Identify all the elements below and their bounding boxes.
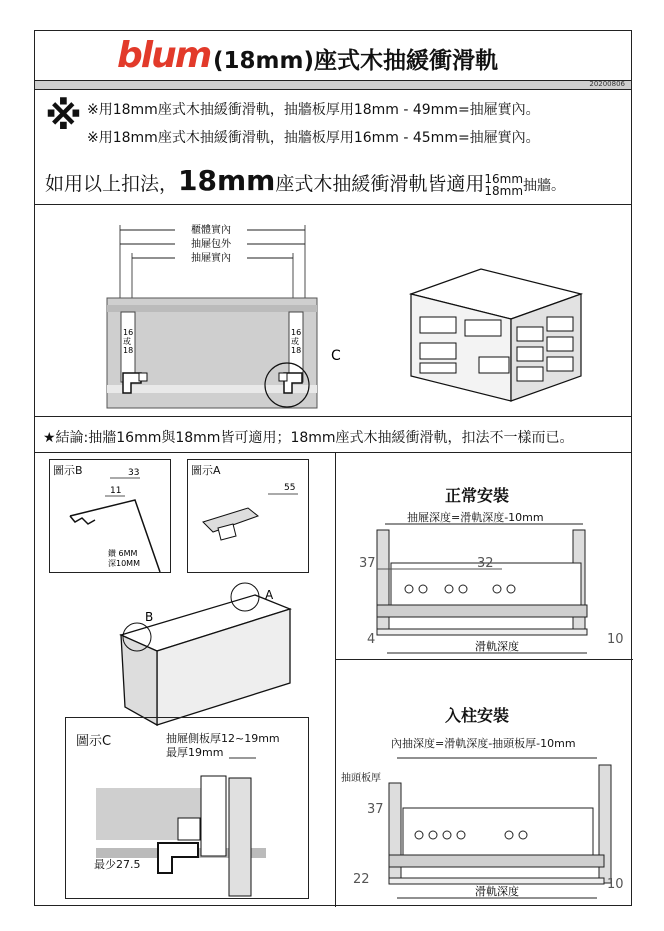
figure-c-box — [65, 717, 309, 899]
note-line-3-mid: 座式木抽緩衝滑軌皆適用 — [275, 173, 485, 195]
fig-b-dim-11: 11 — [110, 486, 122, 496]
inset-install-drawing — [337, 743, 635, 903]
date-code: 20200806 — [589, 80, 625, 88]
normal-dim-4: 4 — [367, 632, 376, 647]
page-title: (18mm)座式木抽緩衝滑軌 — [213, 48, 498, 74]
drawer-label-b: B — [145, 610, 154, 624]
fraction-bottom: 18mm — [484, 183, 524, 198]
date-bar — [35, 81, 631, 90]
cabinet-cross-section-diagram — [35, 205, 633, 417]
dim-drawer-outer: 抽屜包外 — [191, 239, 231, 250]
figure-b-box — [49, 459, 171, 573]
figure-c-note-1: 抽屜側板厚12~19mm — [166, 732, 280, 745]
normal-formula: 抽屜深度=滑軌深度-10mm — [407, 511, 544, 524]
notes-section — [35, 90, 631, 205]
figure-c-note-2: 最厚19mm — [166, 746, 224, 759]
drawer-sketch — [35, 575, 335, 685]
document-frame — [34, 30, 632, 906]
inset-dim-10: 10 — [607, 877, 624, 892]
inset-front-thickness: 抽頭板厚 — [341, 773, 381, 784]
figure-c-drawing — [66, 718, 308, 898]
horizontal-divider — [335, 659, 633, 660]
fig-b-dim-33: 33 — [128, 468, 140, 478]
reference-mark: ※ — [45, 94, 82, 138]
vertical-divider — [335, 453, 336, 907]
thickness-fraction — [484, 173, 523, 197]
figure-a-drawing — [188, 460, 308, 572]
note-line-3-pre: 如用以上扣法， — [45, 173, 179, 195]
figure-c-min: 最少27.5 — [94, 858, 141, 871]
brand-logo: blum — [117, 35, 211, 76]
dim-cabinet-inner: 櫃體實內 — [191, 225, 231, 236]
fig-b-note-1: 鑽 6MM — [108, 549, 138, 558]
note-line-2: ※用18mm座式木抽緩衝滑軌，抽牆板厚用16mm - 45mm=抽屜實內。 — [87, 130, 540, 146]
header — [35, 31, 631, 81]
side-left-1: 16 — [123, 328, 134, 337]
fraction-top: 16mm — [484, 171, 524, 186]
side-left-2: 或 — [123, 337, 131, 346]
detail-section — [35, 453, 631, 907]
figure-b-title: 圖示B — [53, 464, 83, 477]
inset-dim-37: 37 — [367, 802, 384, 817]
figure-c-title: 圖示C — [76, 734, 112, 749]
side-right-3: 18 — [291, 346, 302, 355]
normal-rail-depth: 滑軌深度 — [475, 640, 519, 653]
inset-install-title: 入柱安裝 — [445, 706, 510, 725]
figure-a-title: 圖示A — [191, 464, 221, 477]
side-left-3: 18 — [123, 346, 134, 355]
note-line-3 — [45, 164, 565, 197]
cabinet-section — [35, 205, 631, 417]
figure-b-drawing — [50, 460, 170, 572]
fig-b-note-2: 深10MM — [108, 559, 140, 568]
dim-drawer-inner: 抽屜實內 — [191, 253, 231, 264]
note-line-1: ※用18mm座式木抽緩衝滑軌，抽牆板厚用18mm - 49mm=抽屜實內。 — [87, 102, 540, 118]
note-line-3-post: 抽牆。 — [523, 178, 566, 194]
inset-formula: 內抽深度=滑軌深度-抽頭板厚-10mm — [391, 737, 576, 750]
side-right-2: 或 — [291, 337, 299, 346]
conclusion: ★結論:抽牆16mm與18mm皆可適用；18mm座式木抽緩衝滑軌，扣法不一樣而已。 — [35, 417, 631, 453]
fig-a-dim-55: 55 — [284, 483, 296, 493]
callout-c: C — [331, 348, 341, 364]
drawer-label-a: A — [265, 588, 274, 602]
note-line-3-big: 18mm — [178, 164, 276, 197]
normal-dim-10: 10 — [607, 632, 624, 647]
figure-a-box — [187, 459, 309, 573]
inset-rail-depth: 滑軌深度 — [475, 885, 519, 898]
normal-dim-37: 37 — [359, 556, 376, 571]
normal-dim-32: 32 — [477, 556, 494, 571]
normal-install-drawing — [337, 483, 635, 658]
normal-install-title: 正常安裝 — [445, 486, 510, 505]
side-right-1: 16 — [291, 328, 302, 337]
inset-dim-22: 22 — [353, 872, 370, 887]
